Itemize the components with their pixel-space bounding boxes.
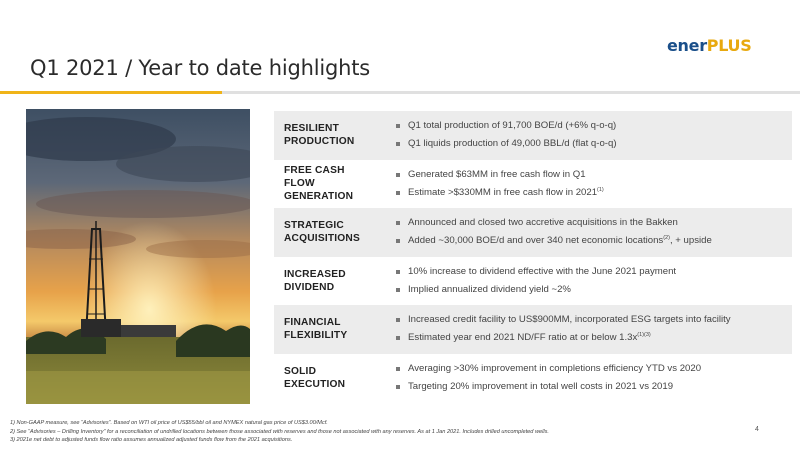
highlight-bullet [396, 332, 792, 344]
highlight-row [274, 305, 792, 354]
highlight-bullets [378, 354, 792, 403]
highlight-row [274, 208, 792, 257]
highlight-category: RESILIENT PRODUCTION [274, 111, 378, 160]
highlight-category: FINANCIAL FLEXIBILITY [274, 305, 378, 354]
highlight-bullet [396, 138, 792, 150]
highlight-category: INCREASED DIVIDEND [284, 268, 346, 293]
highlight-category: FREE CASH FLOW GENERATION [284, 165, 354, 203]
bullet-text: Q1 total production of 91,700 BOE/d (+6% q-o-q) [408, 120, 617, 132]
footnote-3: 3) 2021e net debt to adjusted funds flow ratio assumes annualized adjusted funds flow from the 2021 acquisitions. [10, 437, 293, 443]
highlight-bullet [396, 187, 792, 199]
drilling-rig-sunset-photo [26, 109, 250, 404]
highlight-bullet [396, 363, 792, 375]
bullet-text: Increased credit facility to US$900MM, incorporated ESG targets into facility [408, 314, 731, 326]
footnote-ref: (2) [663, 235, 670, 242]
highlight-bullet [396, 284, 792, 296]
highlight-bullet [396, 314, 792, 326]
highlight-bullet [396, 266, 792, 278]
highlight-bullets [378, 160, 792, 209]
highlight-row [274, 257, 792, 306]
highlight-category: SOLID EXECUTION [284, 365, 346, 390]
highlight-bullets [378, 111, 792, 160]
title-divider [0, 91, 800, 94]
logo-text-ener: ener [667, 36, 707, 55]
footnote-1: 1) Non-GAAP measure, see “Advisories”. Based on WTI oil price of US$55/bbl oil and NYMEX natural gas price of US$3.00/Mcf. [10, 420, 328, 426]
bullet-text: Announced and closed two accretive acquisitions in the Bakken [408, 217, 678, 229]
bullet-text: Targeting 20% improvement in total well costs in 2021 vs 2019 [408, 380, 674, 392]
footnotes [10, 419, 730, 445]
bullet-text-tail: , + upside [669, 235, 712, 247]
bullet-text: Estimate >$330MM in free cash flow in 2021 [408, 186, 598, 198]
highlight-row [274, 160, 792, 209]
bullet-text: Generated $63MM in free cash flow in Q1 [408, 168, 586, 180]
highlight-row [274, 354, 792, 403]
page-number: 4 [755, 426, 759, 433]
bullet-text: Added ~30,000 BOE/d and over 340 net economic locations [408, 235, 664, 247]
bullet-text: Estimated year end 2021 ND/FF ratio at or below 1.3x [408, 332, 638, 344]
footnote-ref: (1)(3) [637, 332, 651, 339]
highlight-bullet [396, 120, 792, 132]
highlight-bullet [396, 217, 792, 229]
footnote-2: 2) See “Advisories – Drilling Inventory” for a reconciliation of undrilled locations between those associated with reserves and those not associated with any reserves. As at 1 Jan 2021. Includes drilled uncompleted wells. [10, 428, 549, 435]
highlight-category: STRATEGIC ACQUISITIONS [274, 208, 378, 257]
page-title: Q1 2021 / Year to date highlights [30, 56, 371, 80]
highlight-bullet [396, 169, 792, 181]
highlight-bullets [378, 257, 792, 306]
bullet-text: 10% increase to dividend effective with the June 2021 payment [408, 265, 677, 277]
highlight-bullets [378, 208, 792, 257]
highlights-table [274, 111, 792, 402]
highlight-bullets [378, 305, 792, 354]
highlight-row [274, 111, 792, 160]
bullet-text: Averaging >30% improvement in completions efficiency YTD vs 2020 [408, 362, 702, 374]
highlight-bullet [396, 381, 792, 393]
bullet-text: Implied annualized dividend yield ~2% [408, 283, 571, 295]
footnote-ref: (1) [597, 186, 604, 193]
enerplus-logo [667, 36, 767, 56]
bullet-text: Q1 liquids production of 49,000 BBL/d (flat q-o-q) [408, 138, 617, 150]
highlight-bullet [396, 235, 792, 247]
title-divider-accent [0, 91, 222, 94]
logo-text-plus: PLUS [706, 36, 752, 55]
